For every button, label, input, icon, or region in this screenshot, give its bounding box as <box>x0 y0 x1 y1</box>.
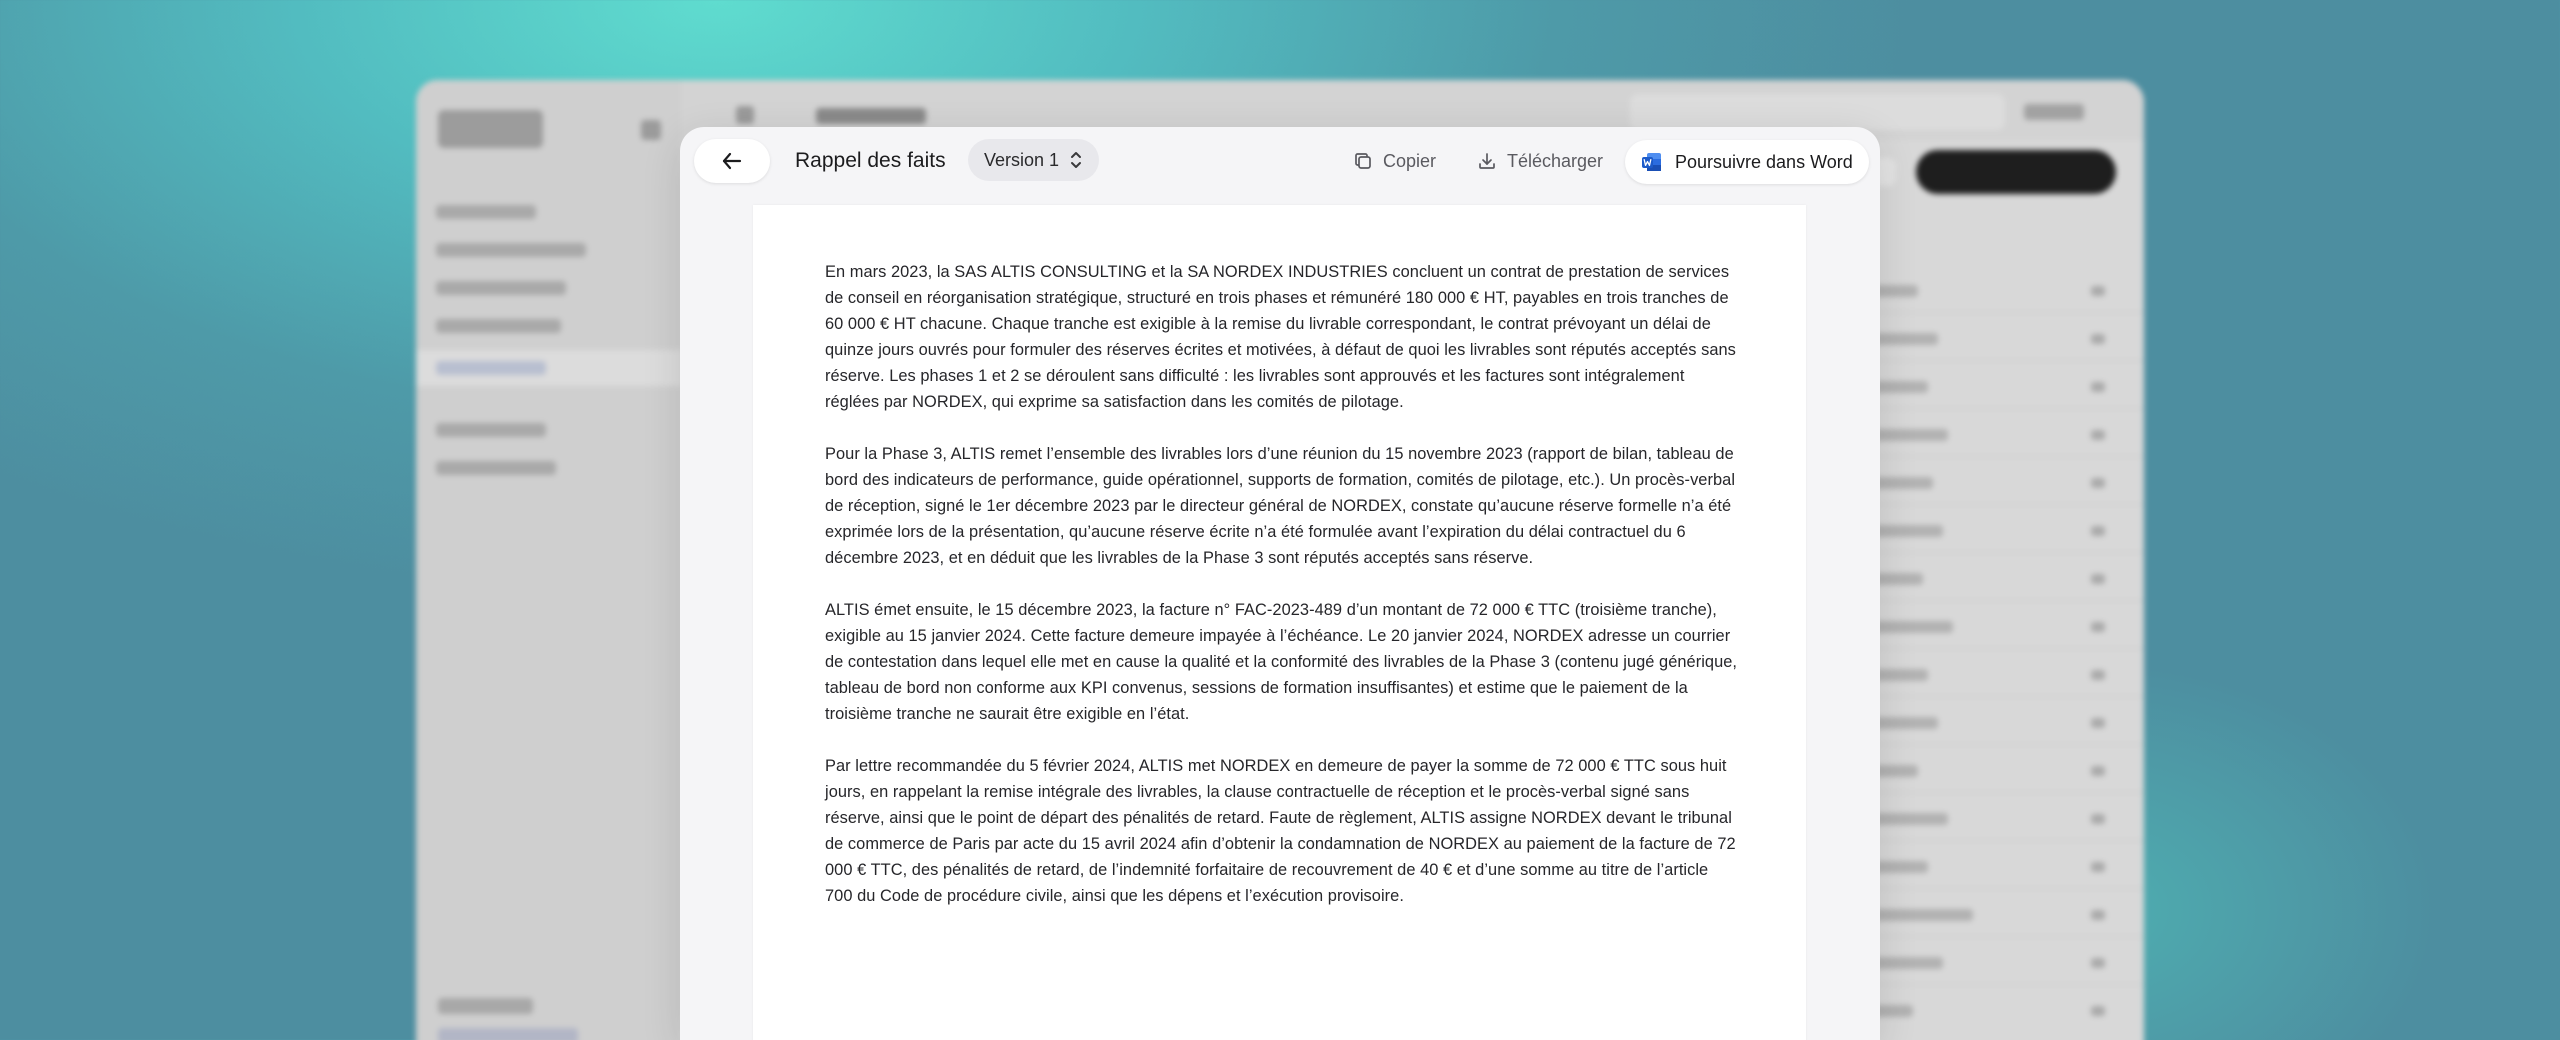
background-search <box>1630 94 2005 130</box>
background-row-icon <box>2091 622 2105 632</box>
background-divider <box>1858 792 2144 793</box>
copy-icon <box>1353 151 1373 171</box>
background-divider <box>1858 696 2144 697</box>
document-body <box>825 259 1739 935</box>
background-logo <box>438 110 543 148</box>
background-row-icon <box>2091 766 2105 776</box>
background-divider <box>1858 984 2144 985</box>
background-row-icon <box>2091 1006 2105 1016</box>
background-footer-item <box>438 998 533 1014</box>
background-row-icon <box>2091 334 2105 344</box>
background-divider <box>1858 600 2144 601</box>
background-back-icon <box>736 106 754 124</box>
document-title: Rappel des faits <box>795 149 946 172</box>
download-label: Télécharger <box>1507 150 1604 171</box>
download-button[interactable] <box>1471 140 1609 182</box>
background-row-icon <box>2091 718 2105 728</box>
copy-button[interactable] <box>1347 140 1442 182</box>
chevron-up-down-icon <box>1069 150 1083 170</box>
document-paragraph: Par lettre recommandée du 5 février 2024, ALTIS met NORDEX en demeure de payer la somme de 72 000 € TTC sous huit jours, en rappelant la remise intégrale des livrables, la clause contractuelle de réception et le procès-verbal signé sans réserve, ainsi que le point de départ des pénalités de retard. Faute de règlement, ALTIS assigne NORDEX devant le tribunal de commerce de Paris par acte du 15 avril 2024 afin d’obtenir la condamnation de NORDEX au paiement de la facture de 72 000 € TTC, des pénalités de retard, de l’indemnité forfaitaire de recouvrement de 40 € et d’une somme au titre de l’article 700 du Code de procédure civile, ainsi que les dépens et l’exécution provisoire. <box>825 757 1736 905</box>
background-divider <box>1858 504 2144 505</box>
copy-label: Copier <box>1383 150 1437 171</box>
background-divider <box>1858 888 2144 889</box>
background-nav-item <box>436 205 536 219</box>
background-footer-item <box>438 1028 578 1040</box>
background-nav-item <box>436 423 546 437</box>
background-nav-item <box>436 243 586 257</box>
background-row-icon <box>2091 862 2105 872</box>
background-divider <box>1858 552 2144 553</box>
background-divider <box>1858 360 2144 361</box>
background-primary-button <box>1916 150 2116 194</box>
background-row-icon <box>2091 958 2105 968</box>
document-modal <box>680 127 1880 1040</box>
background-row-icon <box>2091 286 2105 296</box>
back-button[interactable] <box>694 139 770 183</box>
version-select-value: Version 1 <box>984 149 1060 170</box>
word-icon <box>1641 151 1663 173</box>
background-divider <box>1858 312 2144 313</box>
background-row-icon <box>2091 670 2105 680</box>
background-divider <box>1858 744 2144 745</box>
document-page <box>753 205 1806 1040</box>
continue-in-word-button[interactable] <box>1625 140 1869 184</box>
background-nav-item <box>436 361 546 375</box>
version-select[interactable] <box>968 139 1099 181</box>
background-row-icon <box>2091 478 2105 488</box>
download-icon <box>1477 151 1497 171</box>
background-divider <box>1858 840 2144 841</box>
background-row-icon <box>2091 814 2105 824</box>
background-row-icon <box>2091 430 2105 440</box>
background-divider <box>1858 648 2144 649</box>
background-nav-item <box>436 319 561 333</box>
background-divider <box>1858 456 2144 457</box>
background-divider <box>1858 408 2144 409</box>
document-paragraph: En mars 2023, la SAS ALTIS CONSULTING et la SA NORDEX INDUSTRIES concluent un contrat de prestation de services de conseil en réorganisation stratégique, structuré en trois phases et rémunéré 180 000 € HT, payables en trois tranches de 60 000 € HT chacune. Chaque tranche est exigible à la remise du livrable correspondant, le contrat prévoyant un délai de quinze jours ouvrés pour formuler des réserves écrites et motivées, à défaut de quoi les livrables sont réputés acceptés sans réserve. Les phases 1 et 2 se déroulent sans difficulté : les livrables sont approuvés et les factures sont intégralement réglées par NORDEX, qui exprime sa satisfaction dans les comités de pilotage. <box>825 263 1736 411</box>
background-row-icon <box>2091 382 2105 392</box>
word-label: Poursuivre dans Word <box>1675 151 1853 172</box>
background-sidebar <box>416 80 681 1040</box>
background-row-icon <box>2091 910 2105 920</box>
document-toolbar <box>680 127 1880 199</box>
arrow-left-icon <box>720 149 744 173</box>
background-title <box>816 108 926 124</box>
document-paragraph: Pour la Phase 3, ALTIS remet l’ensemble des livrables lors d’une réunion du 15 novembre 2023 (rapport de bilan, tableau de bord des indicateurs de performance, guide opérationnel, supports de formation, comités de pilotage, etc.). Un procès-verbal de réception, signé le 1er décembre 2023 par le directeur général de NORDEX, constate qu’aucune réserve formelle n’a été exprimée lors de la présentation, qu’aucune réserve écrite n’a été formulée avant l’expiration du délai contractuel du 6 décembre 2023, et en déduit que les livrables de la Phase 3 sont réputés acceptés sans réserve. <box>825 445 1736 567</box>
background-row-icon <box>2091 574 2105 584</box>
document-paragraph: ALTIS émet ensuite, le 15 décembre 2023, la facture n° FAC-2023-489 d’un montant de 72 000 € TTC (troisième tranche), exigible au 15 janvier 2024. Cette facture demeure impayée à l’échéance. Le 20 janvier 2024, NORDEX adresse un courrier de contestation dans lequel elle met en cause la qualité et la conformité des livrables de la Phase 3 (contenu jugé générique, tableau de bord non conforme aux KPI convenus, sessions de formation insuffisantes) et estime que le paiement de la troisième tranche ne saurait être exigible en l’état. <box>825 601 1738 723</box>
background-divider <box>1858 936 2144 937</box>
background-row-icon <box>2091 526 2105 536</box>
background-nav-item <box>436 461 556 475</box>
background-nav-item <box>436 281 566 295</box>
background-help <box>2024 104 2084 120</box>
background-collapse-icon <box>641 120 661 140</box>
